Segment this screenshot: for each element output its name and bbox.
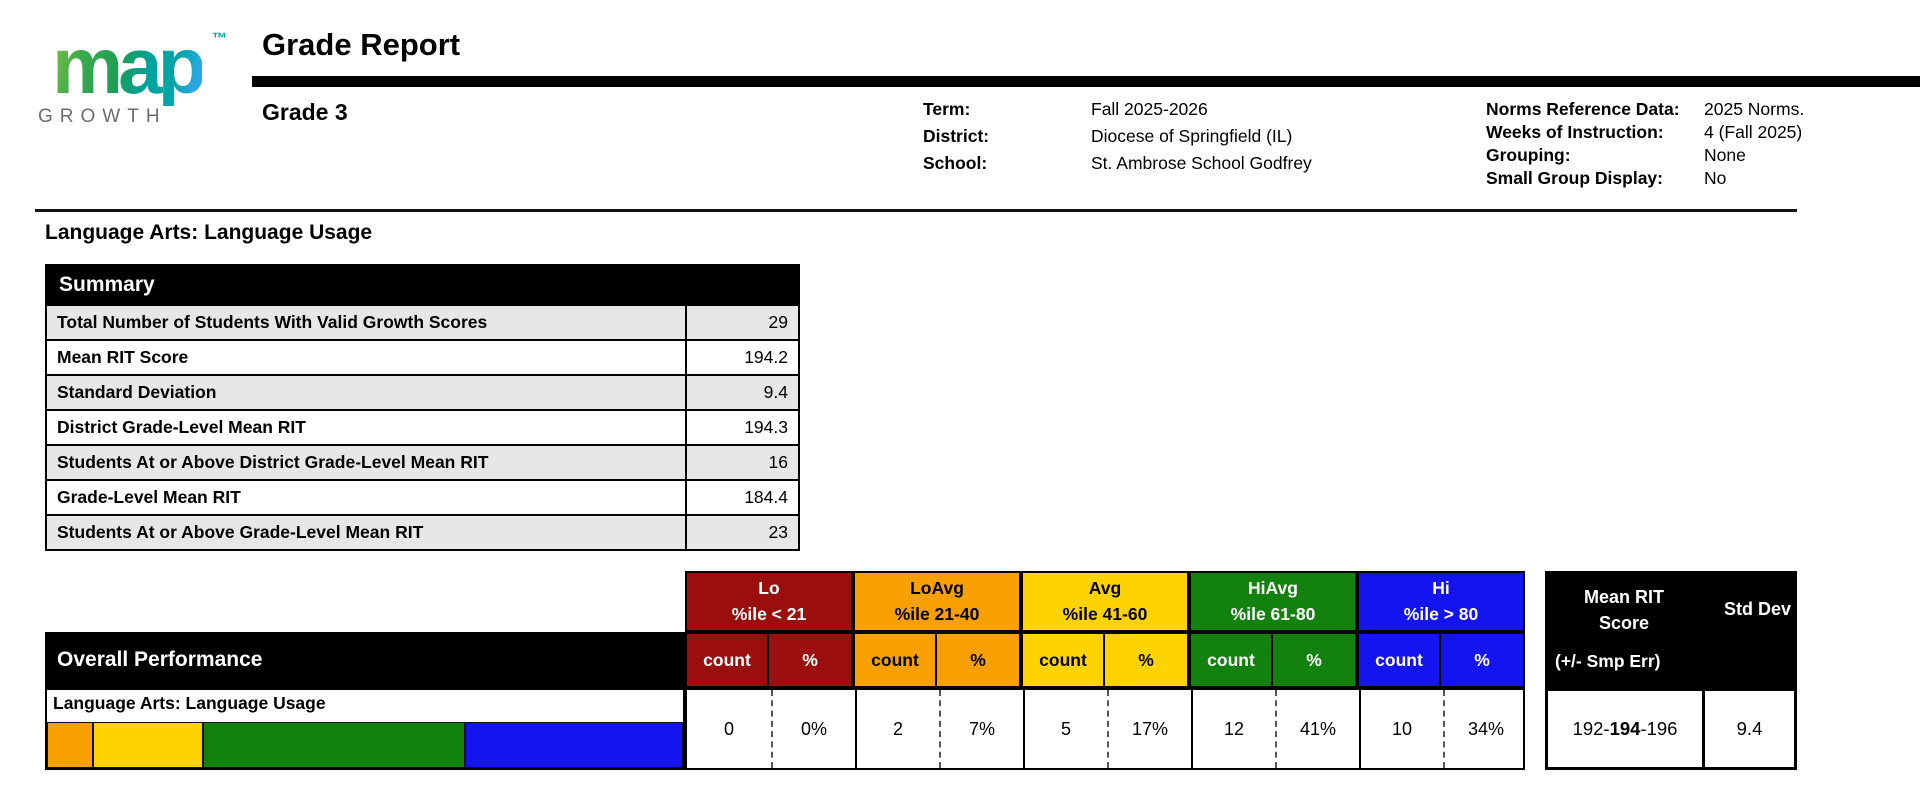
summary-table: [45, 264, 800, 551]
mean-rit-header-block: [1545, 571, 1797, 688]
norms-info-block: [1486, 99, 1804, 191]
band-range: %ile 21-40: [894, 603, 980, 624]
grouping-value: None: [1704, 145, 1746, 165]
norms-reference-row: [1486, 99, 1804, 122]
band-header-avg: [1021, 571, 1189, 632]
band-name: Lo: [758, 578, 780, 599]
summary-row-label: Standard Deviation: [57, 382, 217, 402]
grouping-label: Grouping:: [1486, 145, 1571, 165]
summary-row-value: 194.2: [685, 341, 798, 374]
title-divider: [252, 76, 1920, 87]
summary-row-label: District Grade-Level Mean RIT: [57, 417, 306, 437]
table-row: [47, 304, 798, 339]
weeks-instruction-row: [1486, 122, 1804, 145]
overall-performance-header: Overall Performance: [45, 632, 685, 688]
band-name: LoAvg: [910, 578, 964, 599]
percentile-band-header-row: [685, 571, 1525, 632]
summary-row-label: Grade-Level Mean RIT: [57, 487, 241, 507]
small-group-display-row: [1486, 168, 1804, 191]
sampling-error-note: (+/- Smp Err): [1555, 651, 1661, 671]
mean-rit-high: -196: [1640, 718, 1678, 739]
subject-section-title: Language Arts: Language Usage: [45, 221, 373, 244]
percent-header: %: [937, 632, 1021, 688]
mean-rit-line1: Mean RIT: [1583, 587, 1664, 607]
table-row: [47, 479, 798, 514]
overall-performance-table: [45, 571, 1797, 770]
table-row: [47, 409, 798, 444]
grouping-row: [1486, 145, 1804, 168]
lo-percent-value: 0%: [771, 690, 855, 768]
bar-segment: [93, 722, 203, 768]
trademark-symbol: ™: [212, 30, 227, 47]
hiavg-count-value: 12: [1191, 690, 1275, 768]
summary-row-label: Students At or Above District Grade-Level Mean RIT: [57, 452, 489, 472]
summary-row-value: 16: [685, 446, 798, 479]
avg-percent-value: 17%: [1107, 690, 1191, 768]
subject-row-label-cell: [45, 688, 685, 770]
norms-reference-label: Norms Reference Data:: [1486, 99, 1680, 119]
avg-count-value: 5: [1023, 690, 1107, 768]
summary-row-value: 23: [685, 516, 798, 549]
district-label: District:: [923, 126, 990, 146]
bar-segment: [47, 722, 93, 768]
small-group-display-value: No: [1704, 168, 1727, 188]
mean-rit-score-header: [1545, 584, 1703, 636]
school-row: [923, 153, 1312, 180]
district-row: [923, 126, 1312, 153]
distribution-stacked-bar: [47, 722, 683, 768]
term-value: Fall 2025-2026: [1091, 99, 1208, 119]
grade-label: Grade 3: [262, 99, 348, 125]
norms-reference-value: 2025 Norms.: [1704, 99, 1805, 119]
mean-rit-range-value: [1548, 691, 1702, 767]
band-header-lo: [685, 571, 853, 632]
school-label: School:: [923, 153, 988, 173]
summary-row-value: 29: [685, 306, 798, 339]
summary-row-label: Students At or Above Grade-Level Mean RIT: [57, 522, 424, 542]
subject-row-label: Language Arts: Language Usage: [53, 693, 326, 713]
count-header: count: [853, 632, 937, 688]
band-range: %ile 61-80: [1230, 603, 1316, 624]
summary-row-label: Mean RIT Score: [57, 347, 189, 367]
band-name: Avg: [1088, 578, 1122, 599]
table-row: [47, 339, 798, 374]
hi-percent-value: 34%: [1443, 690, 1527, 768]
mean-rit-mid: 194: [1609, 718, 1641, 739]
count-header: count: [1021, 632, 1105, 688]
term-label: Term:: [923, 99, 971, 119]
band-header-hiavg: [1189, 571, 1357, 632]
band-range: %ile 41-60: [1062, 603, 1148, 624]
percent-header: %: [1273, 632, 1357, 688]
percent-header: %: [1105, 632, 1189, 688]
std-dev-header: Std Dev: [1723, 599, 1791, 619]
lo-count-value: 0: [723, 718, 734, 739]
weeks-instruction-label: Weeks of Instruction:: [1486, 122, 1664, 142]
term-info-block: [923, 99, 1312, 180]
std-dev-value: 9.4: [1702, 691, 1794, 767]
term-row: [923, 99, 1312, 126]
percent-header: %: [769, 632, 853, 688]
band-header-loavg: [853, 571, 1021, 632]
district-value: Diocese of Springfield (IL): [1091, 126, 1293, 146]
mean-rit-line2: Score: [1598, 613, 1650, 634]
page-title: Grade Report: [262, 27, 461, 62]
percent-header: %: [1441, 632, 1525, 688]
loavg-count-value: 2: [855, 690, 939, 768]
summary-table-header: Summary: [47, 266, 798, 304]
header-divider: [35, 209, 1797, 212]
summary-row-label: Total Number of Students With Valid Growth Scores: [57, 312, 488, 332]
count-header: count: [1357, 632, 1441, 688]
count-header: count: [685, 632, 769, 688]
mean-rit-data-row: [1545, 688, 1797, 770]
table-row: [47, 374, 798, 409]
summary-row-value: 184.4: [685, 481, 798, 514]
bar-segment: [465, 722, 683, 768]
distribution-data-row: [685, 688, 1525, 770]
count-percent-header-row: [45, 632, 1525, 688]
loavg-percent-value: 7%: [939, 690, 1023, 768]
band-range: %ile < 21: [731, 603, 807, 624]
table-row: [47, 444, 798, 479]
hi-count-value: 10: [1359, 690, 1443, 768]
count-header: count: [1189, 632, 1273, 688]
band-range: %ile > 80: [1403, 603, 1479, 624]
band-name: Hi: [1432, 578, 1450, 599]
weeks-instruction-value: 4 (Fall 2025): [1704, 122, 1803, 142]
summary-row-value: 9.4: [685, 376, 798, 409]
small-group-display-label: Small Group Display:: [1486, 168, 1663, 188]
school-value: St. Ambrose School Godfrey: [1091, 153, 1312, 173]
table-row: [47, 514, 798, 549]
band-name: HiAvg: [1248, 578, 1298, 599]
mean-rit-low: 192-: [1572, 718, 1610, 739]
hiavg-percent-value: 41%: [1275, 690, 1359, 768]
bar-segment: [203, 722, 465, 768]
logo-growth-text: GROWTH: [38, 106, 167, 127]
summary-row-value: 194.3: [685, 411, 798, 444]
map-growth-logo: map: [52, 21, 202, 110]
band-header-hi: [1357, 571, 1525, 632]
